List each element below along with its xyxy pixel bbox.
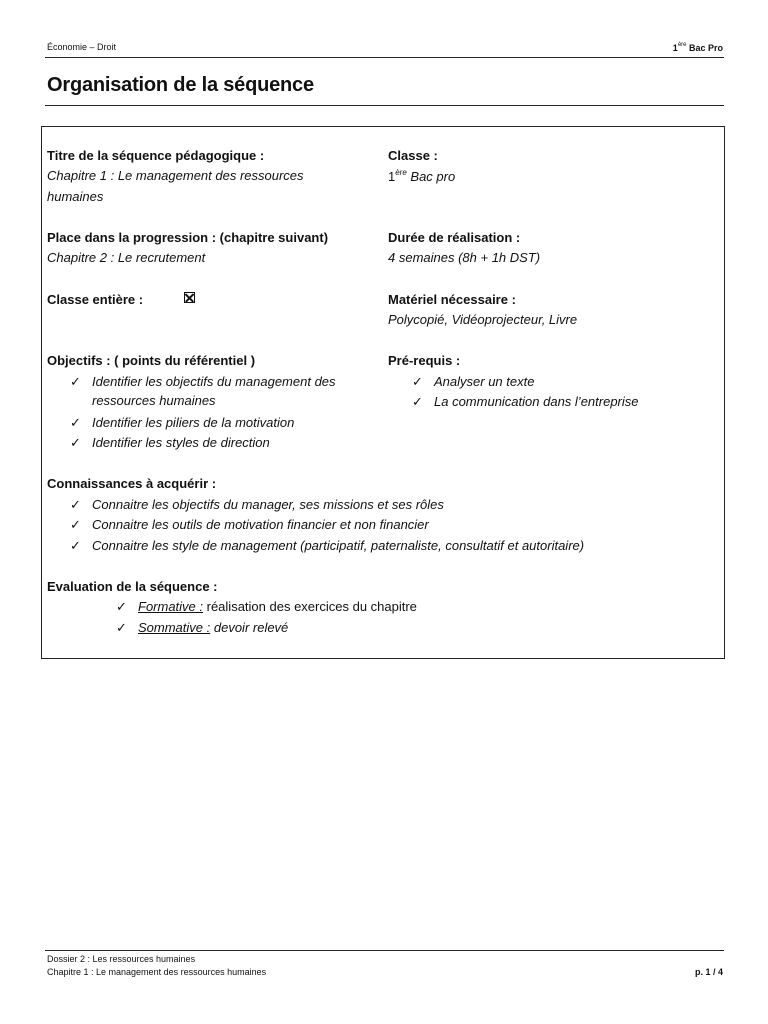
place-label: Place dans la progression : (chapitre suivant) <box>47 230 329 245</box>
header-subject: Économie – Droit <box>47 42 117 52</box>
duree-value: 4 semaines (8h + 1h DST) <box>388 250 541 265</box>
objectif-item: ✓ Identifier les styles de direction <box>70 435 270 450</box>
classe-entiere-label: Classe entière : <box>47 292 144 307</box>
connaissance-item: ✓ Connaitre les style de management (participatif, paternaliste, consultatif et autoritaire) <box>70 538 585 553</box>
footer-chapitre: Chapitre 1 : Le management des ressources humaines <box>47 967 267 977</box>
classe-label: Classe : <box>388 148 438 163</box>
prerequis-label: Pré-requis : <box>388 353 461 368</box>
objectifs-label: Objectifs : ( points du référentiel ) <box>47 353 256 368</box>
prerequis-item: ✓ Analyser un texte <box>412 374 535 389</box>
footer-divider <box>45 950 724 951</box>
check-icon: ✓ <box>412 374 423 389</box>
title-divider <box>45 105 724 106</box>
classe-value: 1ère Bac pro <box>388 168 456 184</box>
header-class: 1ère Bac Pro <box>672 42 723 53</box>
titre-label: Titre de la séquence pédagogique : <box>47 148 265 163</box>
materiel-value: Polycopié, Vidéoprojecteur, Livre <box>388 312 578 327</box>
header-divider <box>45 57 724 58</box>
footer-page-number: p. 1 / 4 <box>694 967 723 977</box>
check-icon: ✓ <box>70 374 81 389</box>
objectif-item: ✓ Identifier les piliers de la motivation <box>70 415 295 430</box>
check-icon: ✓ <box>70 517 81 532</box>
check-icon: ✓ <box>116 620 127 635</box>
check-icon: ✓ <box>70 415 81 430</box>
titre-line2: humaines <box>47 189 104 204</box>
connaissance-item: ✓ Connaitre les objectifs du manager, ses missions et ses rôles <box>70 497 444 512</box>
check-icon: ✓ <box>70 538 81 553</box>
titre-line1: Chapitre 1 : Le management des ressources <box>47 168 304 183</box>
footer-dossier: Dossier 2 : Les ressources humaines <box>47 954 196 964</box>
evaluation-sommative: ✓ Sommative : devoir relevé <box>116 620 289 635</box>
check-icon: ✓ <box>412 394 423 409</box>
check-icon: ✓ <box>70 497 81 512</box>
duree-label: Durée de réalisation : <box>388 230 521 245</box>
evaluation-formative: ✓ Formative : réalisation des exercices du chapitre <box>116 599 417 614</box>
prerequis-item: ✓ La communication dans l’entreprise <box>412 394 639 409</box>
check-icon: ✓ <box>116 599 127 614</box>
page-title: Organisation de la séquence <box>47 74 314 96</box>
checked-box-icon[interactable] <box>184 292 195 303</box>
check-icon: ✓ <box>70 435 81 450</box>
connaissance-item: ✓ Connaitre les outils de motivation financier et non financier <box>70 517 429 532</box>
materiel-label: Matériel nécessaire : <box>388 292 516 307</box>
place-value: Chapitre 2 : Le recrutement <box>47 250 206 265</box>
objectif-item: ✓ Identifier les objectifs du management des ressources humaines <box>70 374 336 408</box>
connaissances-label: Connaissances à acquérir : <box>47 476 217 491</box>
evaluation-label: Evaluation de la séquence : <box>47 579 218 594</box>
